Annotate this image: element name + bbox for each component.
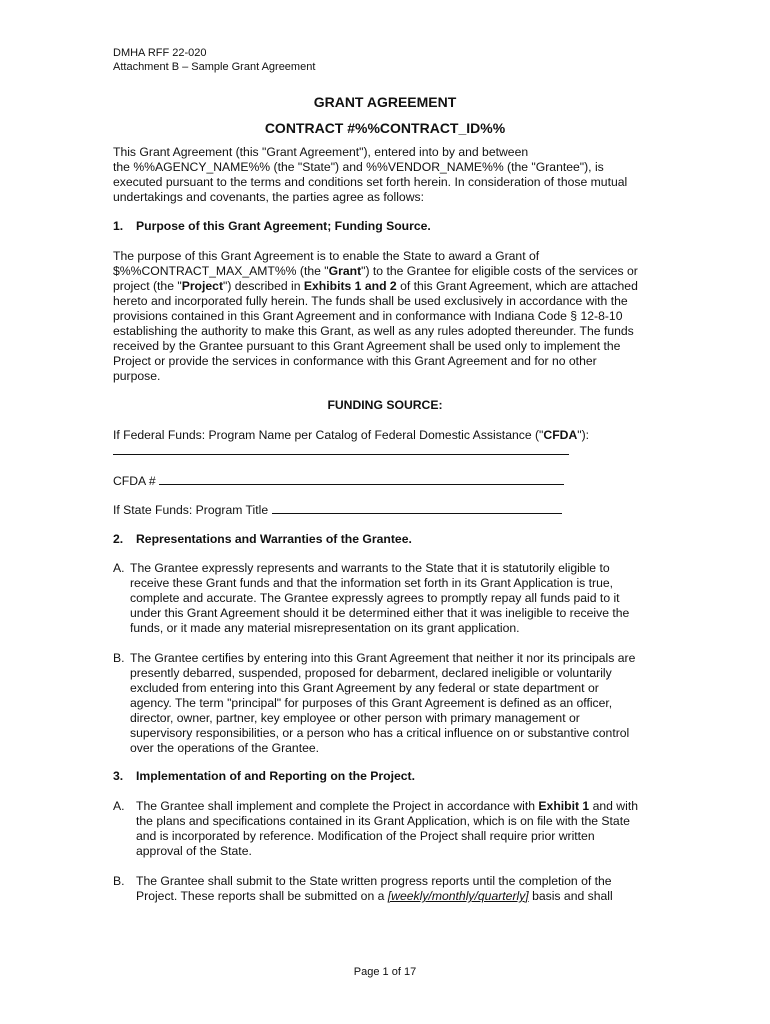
paragraph-line: director, owner, partner, key employee or other person with primary management or: [130, 711, 580, 725]
paragraph-line: Project. These reports shall be submitted on a [weekly/monthly/quarterly] basis and shall: [136, 889, 613, 903]
page-number: Page 1 of 17: [353, 966, 417, 978]
intro-line: executed pursuant to the terms and conditions set forth herein. In consideration of those mutual: [113, 175, 628, 189]
paragraph-line: approval of the State.: [136, 844, 252, 858]
paragraph-line: The Grantee expressly represents and warrants to the State that it is statutorily eligible to: [130, 561, 610, 575]
paragraph-line: establishing the authority to make this Grant, as well as any rules adopted thereunder. The funds: [113, 324, 634, 338]
item-label: A.: [113, 561, 125, 575]
section-title: Purpose of this Grant Agreement; Funding Source.: [136, 219, 431, 233]
funding-source-heading: FUNDING SOURCE:: [327, 398, 443, 412]
paragraph-line: funds, or it made any material misrepresentation on its grant application.: [130, 621, 520, 635]
cfda-number-blank[interactable]: [159, 473, 564, 485]
paragraph-line: received by the Grantee pursuant to this Grant Agreement shall be used only to implement the: [113, 339, 621, 353]
section-number: 1.: [113, 219, 124, 233]
page-title: GRANT AGREEMENT: [313, 94, 457, 110]
section-3-item-a: [113, 799, 663, 859]
intro-paragraph: [113, 145, 663, 205]
paragraph-line: provisions contained in this Grant Agreement and in conformance with Indiana Code § 12-8-10: [113, 309, 623, 323]
cfda-line: CFDA #: [113, 473, 663, 489]
federal-funds-line: If Federal Funds: Program Name per Catalog of Federal Domestic Assistance ("CFDA"):: [113, 428, 663, 459]
state-program-title-blank[interactable]: [272, 502, 562, 514]
item-label: A.: [113, 799, 125, 813]
item-label: B.: [113, 874, 125, 888]
state-funds-line: If State Funds: Program Title: [113, 502, 663, 518]
section-1-heading: [113, 219, 431, 234]
section-2-item-a: [113, 561, 663, 636]
paragraph-line: over the operations of the Grantee.: [130, 741, 320, 755]
paragraph-line: complete and accurate. The Grantee expressly agrees to promptly repay all funds paid to it: [130, 591, 620, 605]
section-number: 3.: [113, 769, 124, 783]
contract-number: CONTRACT #%%CONTRACT_ID%%: [264, 120, 506, 136]
paragraph-line: presently debarred, suspended, proposed for debarment, declared ineligible or voluntarily: [130, 666, 612, 680]
section-3-heading: [113, 769, 415, 784]
section-number: 2.: [113, 532, 124, 546]
paragraph-line: $%%CONTRACT_MAX_AMT%% (the "Grant") to the Grantee for eligible costs of the services or: [113, 264, 638, 278]
intro-line: the %%AGENCY_NAME%% (the "State") and %%VENDOR_NAME%% (the "Grantee"), is: [113, 160, 604, 174]
paragraph-line: purpose.: [113, 369, 161, 383]
intro-line: This Grant Agreement (this "Grant Agreement"), entered into by and between: [113, 145, 529, 159]
paragraph-line: project (the "Project") described in Exhibits 1 and 2 of this Grant Agreement, which are attached: [113, 279, 638, 293]
reporting-frequency-placeholder: [weekly/monthly/quarterly]: [387, 889, 529, 903]
intro-line: undertakings and covenants, the parties agree as follows:: [113, 190, 424, 204]
paragraph-line: The Grantee certifies by entering into this Grant Agreement that neither it nor its principals are: [130, 651, 636, 665]
section-3-item-b: [113, 874, 663, 904]
paragraph-line: receive these Grant funds and that the information set forth in its Grant Application is true,: [130, 576, 614, 590]
paragraph-line: the plans and specifications contained in its Grant Application, which is on file with the State: [136, 814, 630, 828]
paragraph-line: and is incorporated by reference. Modification of the Project shall require prior written: [136, 829, 595, 843]
item-label: B.: [113, 651, 125, 665]
paragraph-line: The Grantee shall implement and complete the Project in accordance with Exhibit 1 and with: [136, 799, 638, 813]
header-rff-number: DMHA RFF 22-020: [113, 47, 207, 59]
section-title: Implementation of and Reporting on the Project.: [136, 769, 415, 783]
section-2-item-b: [113, 651, 663, 756]
section-1-paragraph: [113, 249, 663, 384]
paragraph-line: supervisory responsibilities, or a person who has a critical influence on or substantive control: [130, 726, 630, 740]
header-attachment: Attachment B – Sample Grant Agreement: [113, 61, 316, 73]
paragraph-line: under this Grant Agreement should it be determined either that it was ineligible to receive the: [130, 606, 630, 620]
paragraph-line: The purpose of this Grant Agreement is to enable the State to award a Grant of: [113, 249, 540, 263]
paragraph-line: hereto and incorporated fully herein. The funds shall be used exclusively in accordance with the: [113, 294, 628, 308]
doc-header: [113, 46, 315, 74]
federal-program-blank[interactable]: [113, 443, 569, 455]
paragraph-line: excluded from entering into this Grant Agreement by any federal or state department or: [130, 681, 599, 695]
paragraph-line: agency. The term "principal" for purposes of this Grant Agreement is defined as an officer,: [130, 696, 613, 710]
paragraph-line: Project or provide the services in conformance with this Grant Agreement and for no other: [113, 354, 597, 368]
section-2-heading: [113, 532, 412, 547]
paragraph-line: The Grantee shall submit to the State written progress reports until the completion of the: [136, 874, 612, 888]
section-title: Representations and Warranties of the Grantee.: [136, 532, 412, 546]
